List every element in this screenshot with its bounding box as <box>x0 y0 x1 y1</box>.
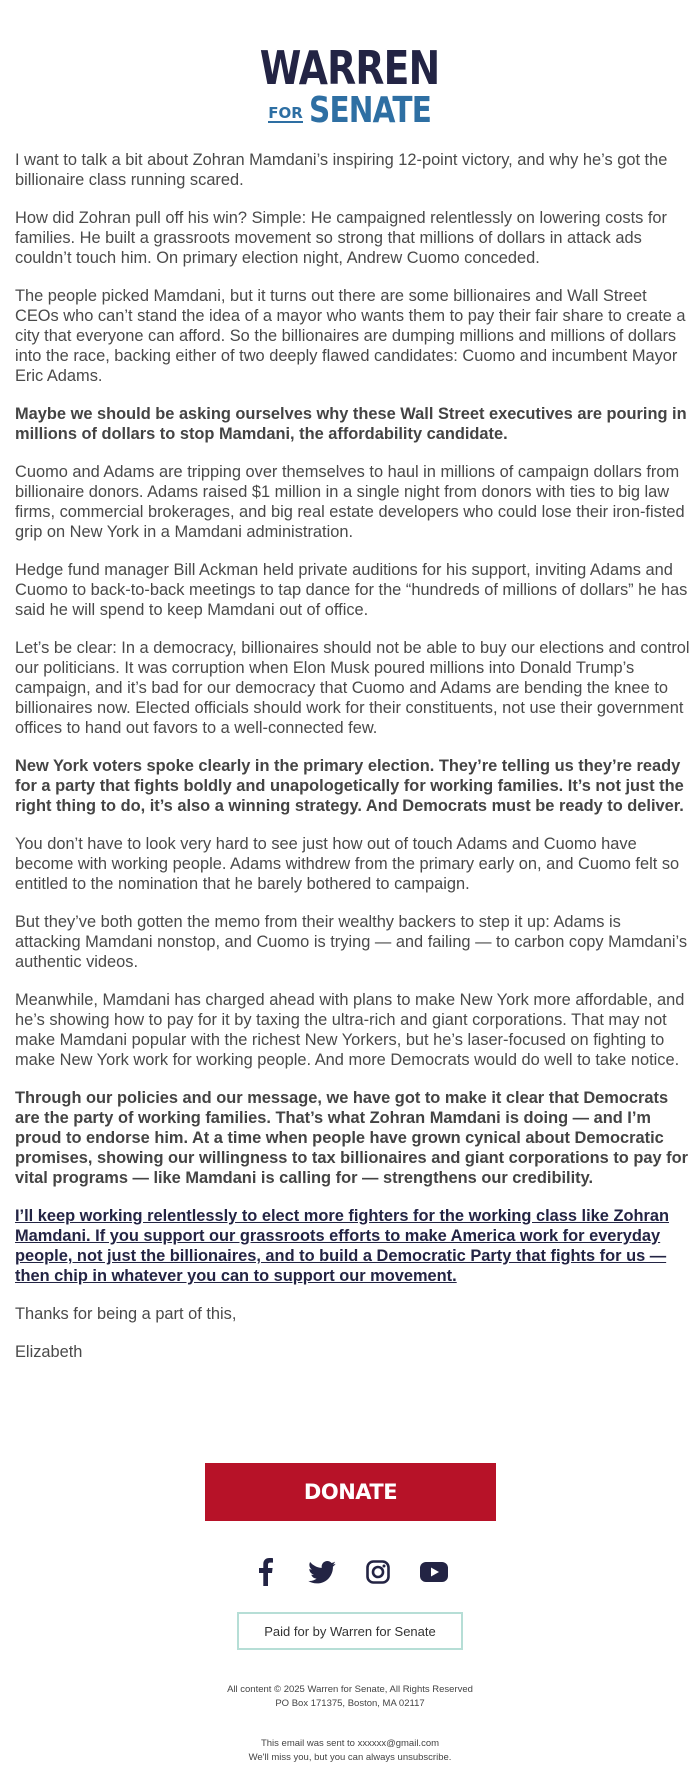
paragraph: Cuomo and Adams are tripping over themselves to haul in millions of campaign dollars from billionaire donors. Adams raised $1 million in a single night from donors with ties to big law firms, commercial brokerages, and big real estate developers who could lose their iron-fisted grip on New York in a Mamdani administration. <box>15 463 685 541</box>
youtube-icon[interactable] <box>419 1557 449 1587</box>
paragraph: How did Zohran pull off his win? Simple: He campaigned relentlessly on lowering costs for families. He built a grassroots movement so strong that millions of dollars in attack ads couldn’t touch him. On primary election night, Andrew Cuomo conceded. <box>15 209 667 267</box>
paragraph: You don’t have to look very hard to see just how out of touch Adams and Cuomo have become with working people. Adams withdrew from the primary early on, and Cuomo felt so entitled to the nomination that he barely bothered to campaign. <box>15 835 680 893</box>
paragraph: The people picked Mamdani, but it turns out there are some billionaires and Wall Street CEOs who can’t stand the idea of a mayor who wants them to pay their fair share to create a city that everyone can afford. So the billionaires are dumping millions and millions of dollars into the race, backing either of two deeply flawed candidates: Cuomo and incumbent Mayor Eric Adams. <box>15 287 686 385</box>
paid-for-disclaimer: Paid for by Warren for Senate <box>237 1612 463 1650</box>
paragraph: Let’s be clear: In a democracy, billionaires should not be able to buy our elections and control our politicians. It was corruption when Elon Musk poured millions into Donald Trump’s campaign, and it’s bad for our democracy that Cuomo and Adams are bending the knee to billionaires now. Elected officials should work for their constituents, not use their government offices to hand out favors to a well-connected few. <box>15 639 690 737</box>
bold-paragraph: New York voters spoke clearly in the primary election. They’re telling us they’re ready for a party that fights boldly and unapologetically for working families. It’s not just the right thing to do, it’s also a winning strategy. And Democrats must be ready to deliver. <box>15 757 684 815</box>
unsubscribe-text[interactable]: We'll miss you, but you can always unsubscribe. <box>248 1752 452 1763</box>
donate-button[interactable]: DONATE <box>205 1463 496 1521</box>
mailing-address: PO Box 171375, Boston, MA 02117 <box>275 1698 425 1709</box>
twitter-icon[interactable] <box>307 1557 337 1587</box>
social-links <box>0 1557 700 1587</box>
campaign-logo[interactable] <box>0 41 700 131</box>
signature: Elizabeth <box>15 1343 83 1361</box>
logo-for: FOR <box>268 104 303 122</box>
paragraph: Hedge fund manager Bill Ackman held private auditions for his support, inviting Adams and Cuomo to back-to-back meetings to tap dance for the “hundreds of millions of dollars” he has said he will spend to keep Mamdani out of office. <box>15 561 688 619</box>
closing-line: Thanks for being a part of this, <box>15 1305 237 1323</box>
sent-to-text: This email was sent to xxxxxx@gmail.com <box>260 1738 440 1749</box>
footer-subscription <box>0 1737 700 1765</box>
footer-legal <box>0 1683 700 1711</box>
paragraph: But they’ve both gotten the memo from their wealthy backers to step it up: Adams is attacking Mamdani nonstop, and Cuomo is trying — and failing — to carbon copy Mamdani’s authentic videos. <box>15 913 688 971</box>
instagram-icon[interactable] <box>363 1557 393 1587</box>
cta-paragraph <box>15 1206 690 1286</box>
email-body <box>15 150 690 1380</box>
paragraph: Meanwhile, Mamdani has charged ahead with plans to make New York more affordable, and he’s showing how to pay for it by taxing the ultra-rich and giant corporations. That may not make Mamdani popular with the richest New Yorkers, but he’s laser-focused on fighting to make New York work for working people. And more Democrats would do well to take notice. <box>15 991 685 1069</box>
copyright-text: All content © 2025 Warren for Senate, All Rights Reserved <box>227 1684 473 1695</box>
cta-donate-link[interactable]: I’ll keep working relentlessly to elect more fighters for the working class like Zohran Mamdani. If you support our grassroots efforts to make America work for everyday people, not just the billionaires, and to build a Democratic Party that fights for us — then chip in whatever you can to support our movement. <box>15 1207 669 1285</box>
logo-warren: WARREN <box>260 41 440 95</box>
bold-paragraph: Through our policies and our message, we have got to make it clear that Democrats are the party of working families. That’s what Zohran Mamdani is doing — and I’m proud to endorse him. At a time when people have grown cynical about Democratic promises, showing our willingness to tax billionaires and giant corporations to pay for vital programs — like Mamdani is calling for — strengthens our credibility. <box>15 1089 689 1187</box>
paragraph: I want to talk a bit about Zohran Mamdani’s inspiring 12-point victory, and why he’s got the billionaire class running scared. <box>15 151 668 189</box>
bold-paragraph: Maybe we should be asking ourselves why these Wall Street executives are pouring in millions of dollars to stop Mamdani, the affordability candidate. <box>15 405 687 443</box>
facebook-icon[interactable] <box>251 1557 281 1587</box>
logo-senate: SENATE <box>308 90 431 131</box>
